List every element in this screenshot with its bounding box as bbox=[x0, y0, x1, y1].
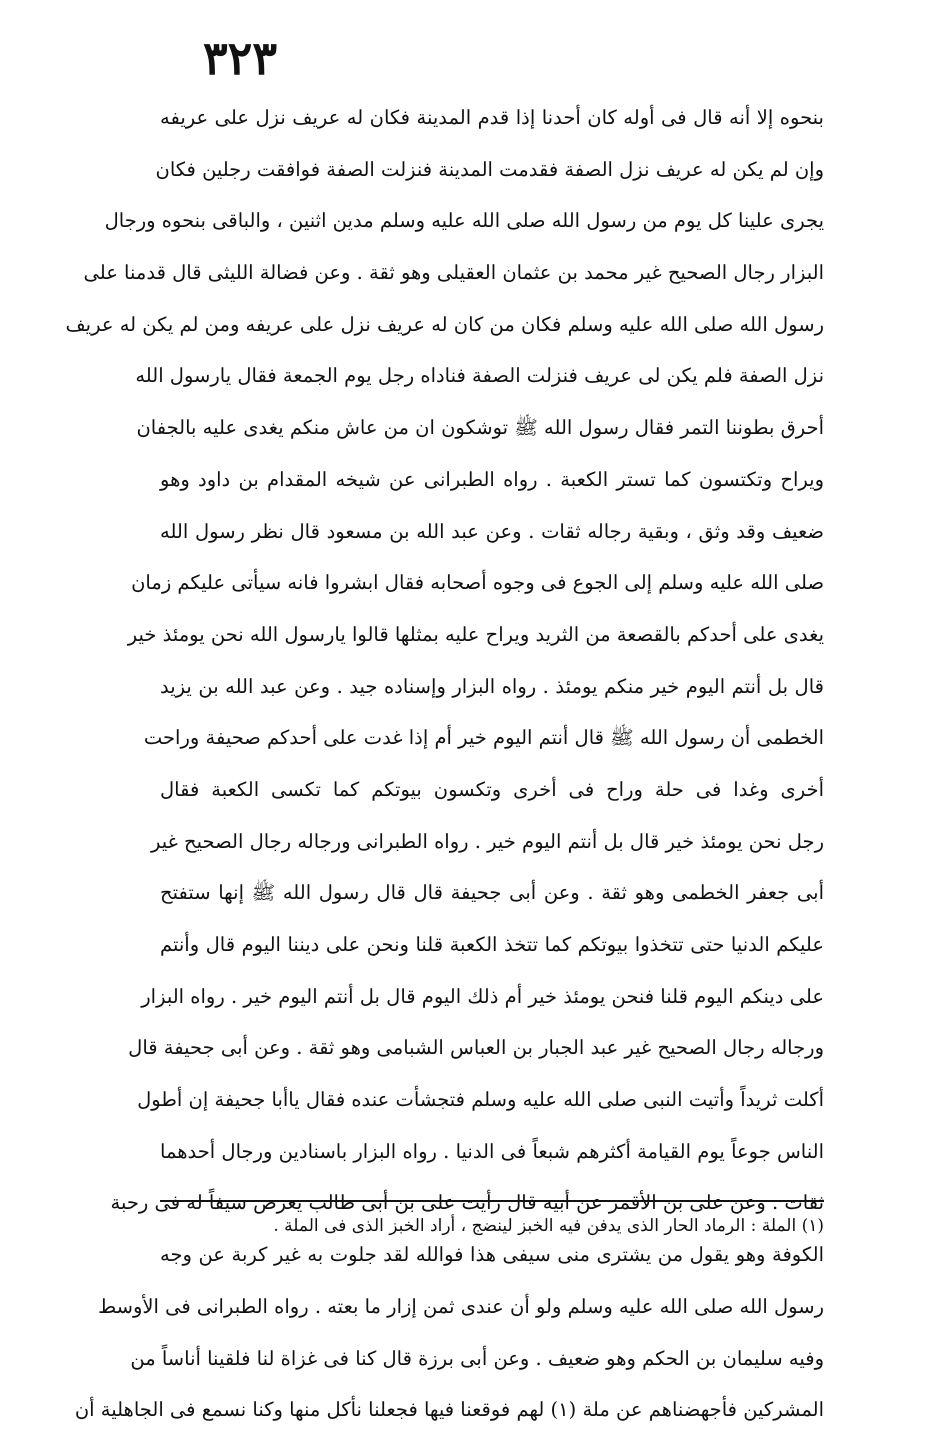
text-line: يجرى علينا كل يوم من رسول الله صلى الله عليه وسلم مدين اثنين ، والباقى بنحوه ورجال bbox=[104, 209, 824, 233]
text-line: ضعيف وقد وثق ، وبقية رجاله ثقات . وعن عبد الله بن مسعود قال نظر رسول الله bbox=[160, 519, 824, 543]
page-number: ٣٢٣ bbox=[202, 31, 278, 85]
text-line: ويراح وتكتسون كما تستر الكعبة . رواه الطبرانى عن شيخه المقدام بن داود وهو bbox=[160, 467, 824, 491]
text-line: أخرى وغدا فى حلة وراح فى أخرى وتكسون بيوتكم كما تكسى الكعبة فقال bbox=[160, 777, 824, 801]
text-line: قال بل أنتم اليوم خير منكم يومئذ . رواه البزار وإسناده جيد . وعن عبد الله بن يزيد bbox=[160, 674, 824, 698]
text-line: وإن لم يكن له عريف نزل الصفة فقدمت المدينة فنزلت الصفة فوافقت رجلين فكان bbox=[155, 157, 824, 181]
text-line: البزار رجال الصحيح غير محمد بن عثمان العقيلى وهو ثقة . وعن فضالة الليثى قال قدمنا على bbox=[83, 261, 824, 285]
text-line: الكوفة وهو يقول من يشترى منى سيفى هذا فوالله لقد جلوت به غير كربة عن وجه bbox=[160, 1243, 824, 1267]
text-line: المشركين فأجهضناهم عن ملة (١) لهم فوقعنا فيها فجعلنا نأكل منها وكنا نسمع فى الجاهلية أن bbox=[74, 1398, 824, 1422]
text-line: أحرق بطوننا التمر فقال رسول الله ﷺ توشكون ان من عاش منكم يغدى عليه بالجفان bbox=[136, 416, 824, 440]
text-line: الخطمى أن رسول الله ﷺ قال أنتم اليوم خير أم إذا غدت على أحدكم صحيفة وراحت bbox=[143, 726, 824, 750]
text-line: وفيه سليمان بن الحكم وهو ضعيف . وعن أبى برزة قال كنا فى غزاة لنا فلقينا أناساً من bbox=[130, 1346, 824, 1370]
text-line: الناس جوعاً يوم القيامة أكثرهم شبعاً فى الدنيا . رواه البزار باسنادين ورجال أحدهما bbox=[160, 1139, 824, 1163]
text-line: نزل الصفة فلم يكن لى عريف فنزلت الصفة فناداه رجل يوم الجمعة فقال يارسول الله bbox=[135, 364, 824, 388]
text-line: رسول الله صلى الله عليه وسلم فكان من كان له عريف نزل على عريفه ومن لم يكن له عريف bbox=[65, 312, 824, 336]
text-line: على دينكم اليوم قلنا فنحن يومئذ خير أم ذلك اليوم قال بل أنتم اليوم خير . رواه البزار bbox=[141, 984, 824, 1008]
text-line: صلى الله عليه وسلم إلى الجوع فى وجوه أصحابه فقال ابشروا فانه سيأتى عليكم زمان bbox=[131, 571, 824, 595]
text-line: ثقات . وعن على بن الأقمر عن أبيه قال رأيت على بن أبى طالب يعرض سيفاً له فى رحبة bbox=[110, 1191, 824, 1215]
text-line: أبى جعفر الخطمى وهو ثقة . وعن أبى جحيفة قال قال رسول الله ﷺ إنها ستفتح bbox=[160, 881, 824, 905]
text-line: أكلت ثريداً وأتيت النبى صلى الله عليه وسلم فتجشأت عنده فقال ياأبا جحيفة إن أطول bbox=[137, 1088, 824, 1112]
text-line: عليكم الدنيا حتى تتخذوا بيوتكم كما تتخذ الكعبة قلنا ونحن على ديننا اليوم قال وأنتم bbox=[160, 933, 824, 956]
footnote-divider bbox=[160, 1200, 824, 1202]
text-line: ورجاله رجال الصحيح غير عبد الجبار بن العباس الشبامى وهو ثقة . وعن أبى جحيفة قال bbox=[128, 1036, 824, 1060]
footnote: (١) الملة : الرماد الحار الذى يدفن فيه الخبز لينضج ، أراد الخبز الذى فى الملة . bbox=[273, 1216, 824, 1236]
text-line: بنحوه إلا أنه قال فى أوله كان أحدنا إذا قدم المدينة فكان له عريف نزل على عريفه bbox=[160, 106, 824, 129]
text-line: يغدى على أحدكم بالقصعة من الثريد ويراح عليه بمثلها قالوا يارسول الله نحن يومئذ خير bbox=[127, 622, 824, 646]
text-line: رجل نحن يومئذ خير قال بل أنتم اليوم خير . رواه الطبرانى ورجاله رجال الصحيح غير bbox=[151, 829, 824, 853]
text-line: رسول الله صلى الله عليه وسلم ولو أن عندى ثمن إزار ما بعته . رواه الطبرانى فى الأوسط bbox=[98, 1294, 824, 1318]
